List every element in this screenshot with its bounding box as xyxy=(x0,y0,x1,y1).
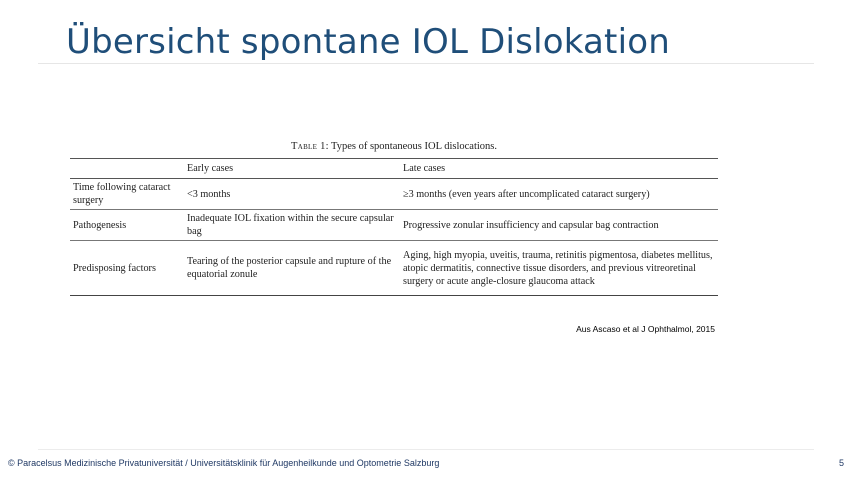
source-citation: Aus Ascaso et al J Ophthalmol, 2015 xyxy=(576,324,715,334)
table-caption xyxy=(70,141,718,152)
page-number: 5 xyxy=(838,458,844,468)
footer-text: © Paracelsus Medizinische Privatuniversität / Universitätsklinik für Augenheilkunde und Optometrie Salzburg xyxy=(8,458,440,468)
table-header-row xyxy=(70,159,718,179)
footer-divider xyxy=(38,449,814,450)
cell-late-pathogenesis: Progressive zonular insufficiency and capsular bag contraction xyxy=(403,219,659,231)
cell-late-predisposing: Aging, high myopia, uveitis, trauma, retinitis pigmentosa, diabetes mellitus, atopic dermatitis, connective tissue disorders, and previous vitreoretinal surgery or acute angle-closure glaucoma attack xyxy=(403,249,713,287)
row-label-predisposing: Predisposing factors xyxy=(73,262,156,274)
cell-late-time: ≥3 months (even years after uncomplicated cataract surgery) xyxy=(403,188,650,200)
row-label-pathogenesis: Pathogenesis xyxy=(73,219,127,231)
slide-title: Übersicht spontane IOL Dislokation xyxy=(66,22,670,62)
header-early-cases: Early cases xyxy=(187,163,234,174)
cell-early-predisposing: Tearing of the posterior capsule and rupture of the equatorial zonule xyxy=(187,256,392,280)
header-late-cases: Late cases xyxy=(403,163,446,174)
iol-dislocation-table xyxy=(70,141,718,296)
title-divider xyxy=(38,63,814,64)
cell-early-time: <3 months xyxy=(187,188,231,200)
cell-early-pathogenesis: Inadequate IOL fixation within the secure capsular bag xyxy=(187,213,394,237)
table-row xyxy=(70,210,718,241)
table-row xyxy=(70,179,718,210)
table-row xyxy=(70,241,718,296)
table-caption-label: Table 1 xyxy=(291,141,326,152)
row-label-time: Time following cataract surgery xyxy=(73,182,171,206)
table-caption-text: : Types of spontaneous IOL dislocations. xyxy=(325,141,497,152)
types-table xyxy=(70,158,718,296)
header-empty xyxy=(70,159,184,179)
